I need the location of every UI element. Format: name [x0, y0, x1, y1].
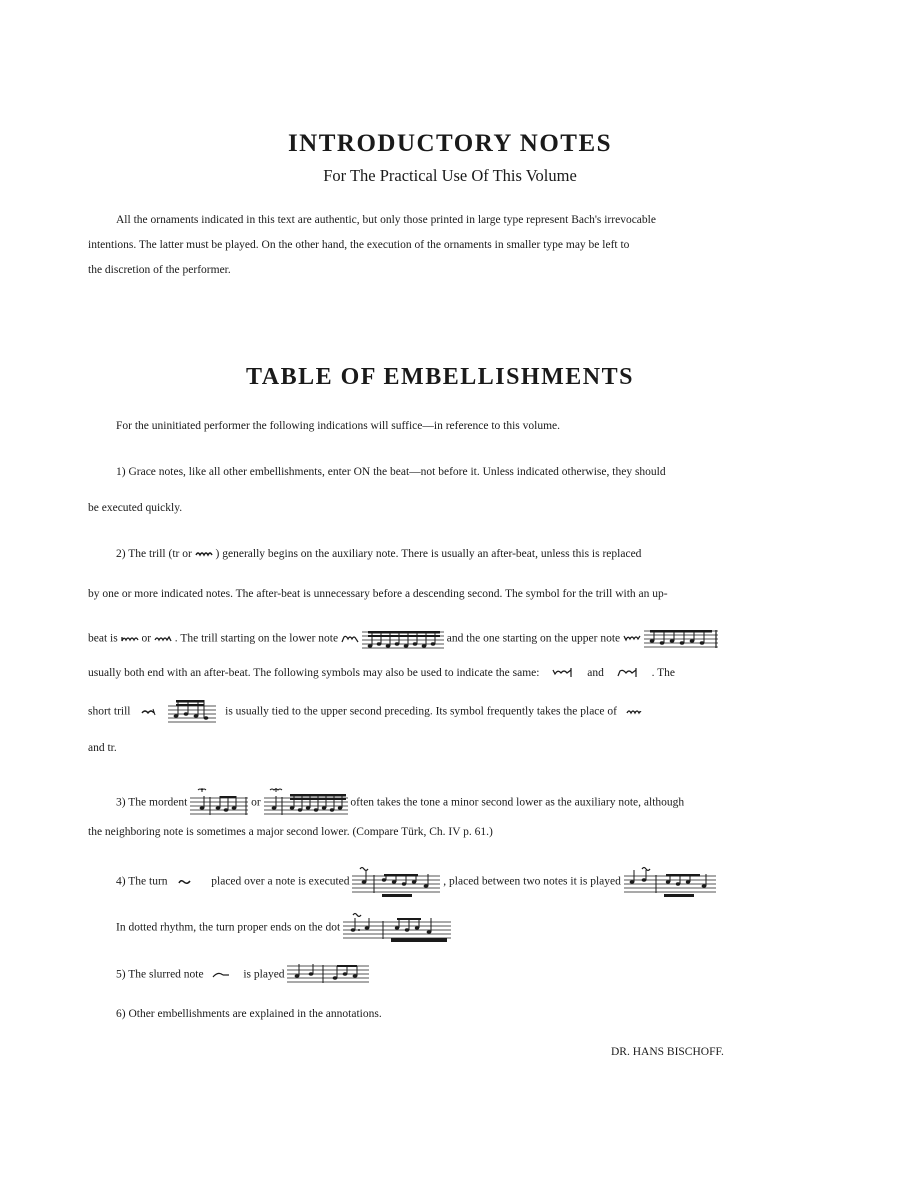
item-2-l3-a: beat is — [88, 632, 118, 645]
item-5-l1-b: is played — [243, 968, 285, 981]
item-2-l4-b: and — [587, 667, 604, 679]
intro-title: INTRODUCTORY NOTES — [287, 130, 613, 157]
turn-between-notes-music-example — [624, 866, 716, 898]
item-2-line-1 — [116, 548, 641, 560]
item-2-line-4 — [88, 667, 675, 679]
short-trill-music-example — [168, 698, 216, 726]
item-2-l3-d: and the one starting on the upper note — [446, 632, 621, 645]
item-3-l1-a: 3) The mordent — [116, 796, 188, 809]
slurred-note-sign-icon — [212, 970, 230, 980]
table-lead: For the uninitiated performer the following indications will suffice—in reference to this volume. — [116, 420, 561, 432]
item-3-l1-b: or — [251, 796, 261, 809]
item-2-line-5 — [88, 698, 642, 726]
upbeat-trill-alt-sign-icon — [154, 635, 172, 643]
item-2-line-6: and tr. — [88, 742, 117, 754]
item-3-l1-c: often takes the tone a minor second lower as the auxiliary note, although — [350, 796, 685, 809]
intro-line-2: intentions. The latter must be played. On the other hand, the execution of the ornaments in smaller type may be left to — [88, 239, 630, 251]
item-1-line-1: 1) Grace notes, like all other embellishments, enter ON the beat—not before it. Unless indicated otherwise, they should — [116, 466, 666, 478]
item-2-l3-c: . The trill starting on the lower note — [174, 632, 339, 645]
trill-sign-small-icon — [626, 708, 642, 716]
intro-line-3: the discretion of the performer. — [88, 264, 231, 276]
item-3-line-2: the neighboring note is sometimes a major second lower. (Compare Türk, Ch. IV p. 61.) — [88, 826, 493, 838]
upbeat-trill-sign-icon — [121, 635, 139, 643]
item-4-l1-a: 4) The turn — [116, 875, 168, 888]
turn-music-example — [352, 866, 440, 898]
lower-trill-alt-sign-icon — [617, 668, 639, 678]
upper-trill-alt-sign-icon — [552, 668, 574, 678]
mordent-music-example — [190, 788, 248, 818]
item-2-text-b: ) generally begins on the auxiliary note. There is usually an after-beat, unless this is replaced — [215, 548, 642, 560]
trill-sign-icon — [195, 550, 213, 558]
long-mordent-music-example — [264, 788, 348, 818]
slurred-note-music-example — [287, 962, 369, 988]
item-5-l1-a: 5) The slurred note — [116, 968, 204, 981]
intro-subtitle: For The Practical Use Of This Volume — [323, 166, 577, 185]
lower-trill-music-example — [362, 628, 444, 650]
table-title: TABLE OF EMBELLISHMENTS — [246, 364, 634, 390]
item-4-line-1 — [116, 866, 716, 898]
turn-sign-icon — [178, 878, 192, 886]
item-2-line-3 — [88, 627, 718, 651]
item-4-line-2 — [116, 912, 451, 944]
upper-trill-sign-icon — [623, 634, 641, 644]
lower-trill-sign-icon — [341, 634, 359, 644]
item-2-text-a: 2) The trill (tr or — [116, 548, 192, 560]
intro-line-1: All the ornaments indicated in this text are authentic, but only those printed in large type represent Bach's irrevocable — [116, 214, 656, 226]
signature: DR. HANS BISCHOFF. — [611, 1046, 724, 1058]
item-6-line-1: 6) Other embellishments are explained in the annotations. — [116, 1008, 382, 1020]
item-2-l5-a: short trill — [88, 705, 131, 718]
dotted-turn-music-example — [343, 912, 451, 944]
item-1-line-2: be executed quickly. — [88, 502, 183, 514]
upper-trill-music-example — [644, 627, 718, 651]
item-2-l5-b: is usually tied to the upper second preceding. Its symbol frequently takes the place of — [225, 705, 617, 718]
item-2-l3-b: or — [141, 632, 152, 645]
item-3-line-1 — [116, 788, 684, 818]
short-trill-sign-icon — [141, 708, 157, 716]
item-4-l1-b: placed over a note is executed — [211, 875, 350, 888]
item-4-l1-c: , placed between two notes it is played — [443, 875, 621, 888]
item-2-l4-c: . The — [651, 667, 675, 679]
item-4-l2: In dotted rhythm, the turn proper ends on the dot — [116, 921, 341, 934]
item-2-line-2: by one or more indicated notes. The after-beat is unnecessary before a descending second. The symbol for the trill with an up- — [88, 588, 668, 600]
item-2-l4-a: usually both end with an after-beat. The following symbols may also be used to indicate the same: — [88, 667, 540, 679]
item-5-line-1 — [116, 962, 369, 988]
